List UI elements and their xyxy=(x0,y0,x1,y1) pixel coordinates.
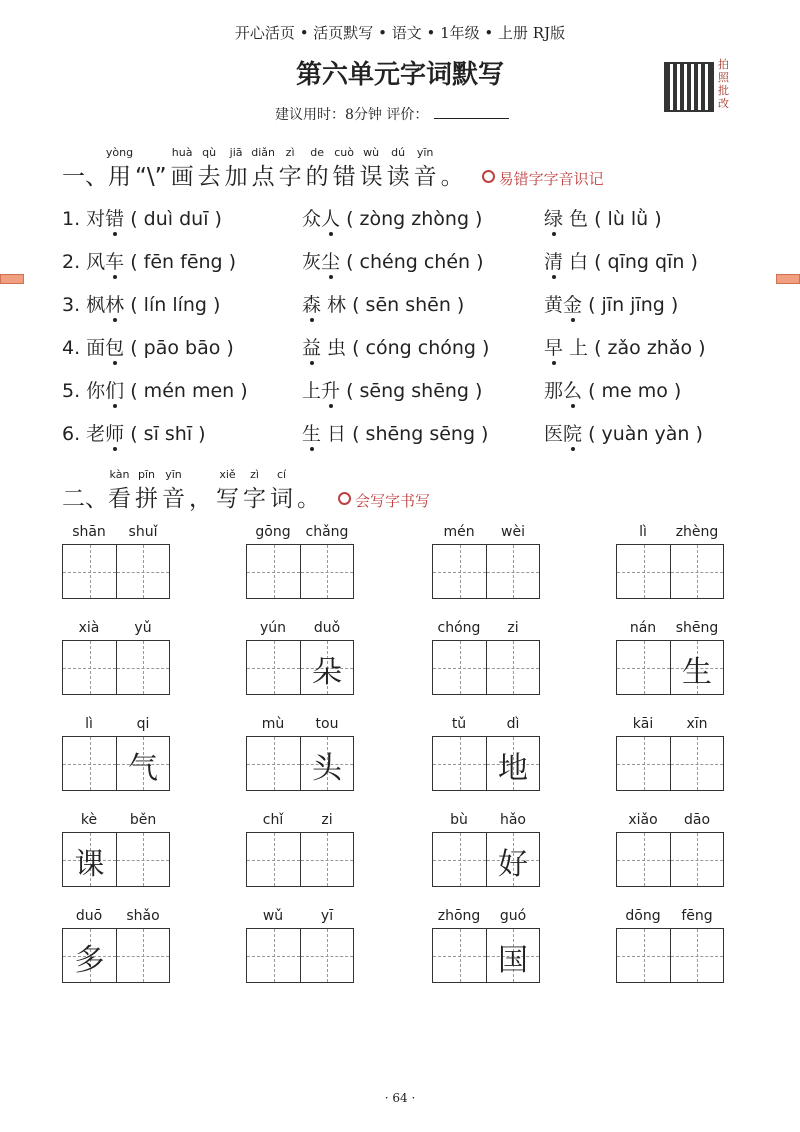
pronunciation-options[interactable]: ( zòng zhòng ) xyxy=(340,208,483,230)
word-pinyin: bù xyxy=(450,812,468,828)
right-page-tab xyxy=(776,274,800,284)
word-pinyin: duǒ xyxy=(313,620,341,636)
title-char-text: 看 xyxy=(108,486,131,512)
dotted-char: 尘 xyxy=(321,251,341,273)
pronunciation-options[interactable]: ( yuàn yàn ) xyxy=(582,423,703,445)
word-pinyin: chǎng xyxy=(305,524,349,540)
title-char xyxy=(386,146,410,190)
dotted-char: 么 xyxy=(563,380,583,402)
title-char-text: 字 xyxy=(278,164,302,190)
writing-cell[interactable] xyxy=(670,737,723,790)
dotted-char: 生 xyxy=(302,423,322,445)
title-char-text: 字 xyxy=(243,486,266,512)
word-pinyin: nán xyxy=(629,620,657,636)
word-pinyin: mén xyxy=(443,524,475,540)
dotted-char: 林 xyxy=(105,294,125,316)
tianzige-boxes xyxy=(246,928,354,983)
word-pinyin: shēng xyxy=(675,620,719,636)
pronunciation-options[interactable]: 林 ( sēn shēn ) xyxy=(321,294,465,316)
item-prefix: 1. 对 xyxy=(62,208,106,230)
writing-cell[interactable] xyxy=(486,641,539,694)
time-evaluation xyxy=(275,104,509,124)
pronunciation-options[interactable]: 色 ( lù lǜ ) xyxy=(563,208,662,230)
word-pinyin: běn xyxy=(129,812,157,828)
pronunciation-options[interactable]: ( me mo ) xyxy=(582,380,682,402)
title-char-text: 读 xyxy=(386,164,410,190)
question-item xyxy=(302,419,488,446)
tianzige-boxes xyxy=(246,544,354,599)
title-char-text: ， xyxy=(189,486,212,512)
writing-cell[interactable] xyxy=(670,833,723,886)
writing-cell[interactable] xyxy=(617,545,670,598)
title-char-pinyin: dú xyxy=(391,146,406,159)
writing-cell[interactable] xyxy=(116,641,169,694)
title-char-text: 。 xyxy=(440,164,464,190)
title-char-pinyin: yīn xyxy=(416,146,434,159)
writing-cell[interactable] xyxy=(63,641,116,694)
writing-cell[interactable] xyxy=(116,833,169,886)
title-char xyxy=(441,164,464,190)
word-pinyin: kāi xyxy=(632,716,654,732)
writing-cell[interactable] xyxy=(300,545,353,598)
tip-text: 会写字书写 xyxy=(355,492,431,510)
page-title: 第六单元字词默写 xyxy=(295,60,504,90)
tip-bullet-icon xyxy=(338,492,351,505)
writing-cell[interactable] xyxy=(247,737,300,790)
word-pinyin: fēng xyxy=(681,908,713,924)
word-pinyin: chóng xyxy=(437,620,481,636)
given-character: 朵 xyxy=(312,655,342,690)
dotted-char: 院 xyxy=(563,423,583,445)
pronunciation-options[interactable]: 虫 ( cóng chóng ) xyxy=(321,337,490,359)
pronunciation-options[interactable]: ( sī shī ) xyxy=(124,423,206,445)
title-char-text: 的 xyxy=(305,164,329,190)
title-char-pinyin: de xyxy=(310,146,324,159)
writing-cell[interactable] xyxy=(617,641,670,694)
given-character: 气 xyxy=(128,751,158,786)
question-item xyxy=(544,333,706,360)
section1-title xyxy=(62,146,604,191)
title-char xyxy=(270,468,293,512)
tianzige-boxes xyxy=(616,928,724,983)
title-char-pinyin: yīn xyxy=(165,468,182,481)
writing-cell[interactable] xyxy=(486,833,539,886)
word-pinyin: yún xyxy=(259,620,287,636)
page-number: · 64 · xyxy=(384,1091,416,1105)
tianzige-boxes xyxy=(432,832,540,887)
question-item xyxy=(544,376,681,403)
question-item xyxy=(62,204,222,231)
tianzige-boxes xyxy=(62,544,170,599)
section-tip xyxy=(482,170,604,188)
title-char xyxy=(170,146,194,190)
word-pinyin: mù xyxy=(261,716,285,732)
item-prefix: 5. 你 xyxy=(62,380,106,402)
writing-cell[interactable] xyxy=(63,737,116,790)
word-pinyin: duō xyxy=(75,908,103,924)
word-pinyin: zhèng xyxy=(675,524,719,540)
word-pinyin: dì xyxy=(506,716,520,732)
word-pinyin: chǐ xyxy=(262,812,284,828)
item-prefix: 那 xyxy=(544,380,564,402)
title-char-text: 拼 xyxy=(135,486,158,512)
title-char-text: “\” xyxy=(135,164,167,190)
writing-cell[interactable] xyxy=(116,545,169,598)
question-item xyxy=(302,333,489,360)
section-tip xyxy=(338,492,430,510)
word-pinyin: shuǐ xyxy=(128,524,158,540)
tianzige-boxes xyxy=(432,928,540,983)
word-pinyin: kè xyxy=(80,812,98,828)
title-char xyxy=(243,468,266,512)
writing-cell[interactable] xyxy=(300,737,353,790)
writing-cell[interactable] xyxy=(670,545,723,598)
tianzige-boxes xyxy=(616,736,724,791)
pronunciation-options[interactable]: ( sēng shēng ) xyxy=(340,380,483,402)
pronunciation-options[interactable]: ( pāo bāo ) xyxy=(124,337,234,359)
tip-bullet-icon xyxy=(482,170,495,183)
writing-cell[interactable] xyxy=(300,641,353,694)
title-char-text: 点 xyxy=(251,164,275,190)
tianzige-boxes xyxy=(62,928,170,983)
title-char xyxy=(332,146,356,190)
item-prefix: 灰 xyxy=(302,251,322,273)
writing-cell[interactable] xyxy=(300,833,353,886)
title-char-pinyin: huà xyxy=(171,146,193,159)
given-character: 多 xyxy=(74,943,105,978)
left-page-tab xyxy=(0,274,24,284)
given-character: 地 xyxy=(498,751,528,786)
title-char-text: 画 xyxy=(170,164,194,190)
given-character: 国 xyxy=(498,943,528,978)
title-char-pinyin: qù xyxy=(202,146,217,159)
item-prefix: 6. 老 xyxy=(62,423,106,445)
question-item xyxy=(544,419,703,446)
writing-cell[interactable] xyxy=(433,641,486,694)
tianzige-boxes xyxy=(616,832,724,887)
tianzige-boxes xyxy=(432,544,540,599)
word-pinyin: dāo xyxy=(683,812,711,828)
item-prefix: 上 xyxy=(302,380,322,402)
word-pinyin: xiǎo xyxy=(628,812,658,828)
word-pinyin: xīn xyxy=(686,716,708,732)
title-char-text: 错 xyxy=(332,164,356,190)
pronunciation-options[interactable]: ( chéng chén ) xyxy=(340,251,484,273)
tianzige-boxes xyxy=(62,832,170,887)
writing-cell[interactable] xyxy=(247,545,300,598)
tianzige-boxes xyxy=(246,736,354,791)
time-label: 建议用时：8分钟 评价： xyxy=(275,107,429,123)
tianzige-boxes xyxy=(432,736,540,791)
question-item xyxy=(62,333,234,360)
writing-cell[interactable] xyxy=(63,833,116,886)
word-pinyin: shān xyxy=(72,524,106,540)
tianzige-boxes xyxy=(246,832,354,887)
tianzige-boxes xyxy=(432,640,540,695)
title-char xyxy=(135,468,158,512)
item-prefix: 2. 风 xyxy=(62,251,106,273)
given-character: 头 xyxy=(312,751,342,786)
title-char xyxy=(251,146,275,190)
title-char-pinyin: diǎn xyxy=(251,146,275,159)
dotted-char: 错 xyxy=(105,208,125,230)
title-char-text: 加 xyxy=(224,164,248,190)
title-char-pinyin: pīn xyxy=(137,468,156,481)
writing-cell[interactable] xyxy=(617,833,670,886)
question-item xyxy=(544,247,698,274)
title-char xyxy=(413,146,437,190)
writing-cell[interactable] xyxy=(617,737,670,790)
word-pinyin: yī xyxy=(320,908,334,924)
tianzige-boxes xyxy=(62,736,170,791)
title-char-text: 音 xyxy=(162,486,185,512)
title-char xyxy=(197,146,221,190)
given-character: 课 xyxy=(74,847,105,882)
pronunciation-options[interactable]: ( lín líng ) xyxy=(124,294,221,316)
title-char xyxy=(224,146,248,190)
word-pinyin: guó xyxy=(499,908,527,924)
section-number: 一、 xyxy=(62,164,108,190)
dotted-char: 升 xyxy=(321,380,341,402)
word-pinyin: wǔ xyxy=(262,908,284,924)
dotted-char: 森 xyxy=(302,294,322,316)
word-pinyin: yǔ xyxy=(134,620,152,636)
writing-cell[interactable] xyxy=(617,929,670,982)
pronunciation-options[interactable]: 白 ( qīng qīn ) xyxy=(563,251,698,273)
item-prefix: 3. 枫 xyxy=(62,294,106,316)
tianzige-boxes xyxy=(616,544,724,599)
writing-cell[interactable] xyxy=(116,737,169,790)
writing-cell[interactable] xyxy=(247,929,300,982)
question-item xyxy=(302,376,482,403)
pronunciation-options[interactable]: ( jīn jīng ) xyxy=(582,294,679,316)
item-prefix: 众 xyxy=(302,208,322,230)
word-pinyin: lì xyxy=(85,716,93,732)
title-char-text: 去 xyxy=(197,164,221,190)
writing-cell[interactable] xyxy=(486,737,539,790)
item-prefix: 医 xyxy=(544,423,564,445)
qr-caption: 拍照批改 xyxy=(718,58,729,110)
section2-title xyxy=(62,468,431,513)
title-char xyxy=(305,146,329,190)
tip-text: 易错字字音识记 xyxy=(498,170,604,188)
dotted-char: 绿 xyxy=(544,208,564,230)
title-char xyxy=(162,468,185,512)
dotted-char: 清 xyxy=(544,251,564,273)
writing-cell[interactable] xyxy=(486,929,539,982)
dotted-char: 们 xyxy=(105,380,125,402)
title-char-pinyin: jiā xyxy=(229,146,243,159)
writing-cell[interactable] xyxy=(486,545,539,598)
pronunciation-options[interactable]: ( fēn fēng ) xyxy=(124,251,237,273)
item-prefix: 4. 面 xyxy=(62,337,106,359)
writing-cell[interactable] xyxy=(670,929,723,982)
word-pinyin: gōng xyxy=(255,524,291,540)
question-item xyxy=(302,290,464,317)
title-char-text: 误 xyxy=(359,164,383,190)
title-char xyxy=(105,146,134,190)
given-character: 生 xyxy=(682,655,712,690)
given-character: 好 xyxy=(498,847,528,882)
pronunciation-options[interactable]: 上 ( zǎo zhǎo ) xyxy=(563,337,706,359)
writing-cell[interactable] xyxy=(670,641,723,694)
question-item xyxy=(302,204,482,231)
title-char-text: 用 xyxy=(108,164,131,190)
qr-code-icon[interactable] xyxy=(664,62,714,112)
word-pinyin: zhōng xyxy=(437,908,481,924)
dotted-char: 益 xyxy=(302,337,322,359)
word-pinyin: zi xyxy=(507,620,519,636)
question-item xyxy=(62,376,248,403)
title-char-pinyin: cí xyxy=(276,468,287,481)
word-pinyin: lì xyxy=(639,524,647,540)
tianzige-boxes xyxy=(616,640,724,695)
question-item xyxy=(544,290,678,317)
writing-cell[interactable] xyxy=(300,929,353,982)
title-char-pinyin: zì xyxy=(250,468,259,481)
word-pinyin: qi xyxy=(136,716,150,732)
section-number: 二、 xyxy=(62,486,108,512)
writing-cell[interactable] xyxy=(63,545,116,598)
question-item xyxy=(544,204,662,231)
title-char xyxy=(108,468,131,512)
title-char xyxy=(135,164,167,190)
pronunciation-options[interactable]: ( duì duī ) xyxy=(124,208,222,230)
title-char-pinyin: yòng xyxy=(105,146,134,159)
dotted-char: 包 xyxy=(105,337,125,359)
writing-cell[interactable] xyxy=(247,641,300,694)
dotted-char: 金 xyxy=(563,294,583,316)
dotted-char: 人 xyxy=(321,208,341,230)
tianzige-boxes xyxy=(62,640,170,695)
title-char-text: 音 xyxy=(413,164,437,190)
series-header: 开心活页 • 活页默写 • 语文 • 1年级 • 上册 RJ版 xyxy=(234,24,566,42)
writing-cell[interactable] xyxy=(247,833,300,886)
writing-cell[interactable] xyxy=(433,545,486,598)
question-item xyxy=(62,419,206,446)
title-char-pinyin: zì xyxy=(285,146,295,159)
word-pinyin: wèi xyxy=(501,524,525,540)
writing-cell[interactable] xyxy=(433,929,486,982)
word-pinyin: zi xyxy=(321,812,333,828)
word-pinyin: tǔ xyxy=(451,716,467,732)
tianzige-boxes xyxy=(246,640,354,695)
question-item xyxy=(302,247,484,274)
word-pinyin: dōng xyxy=(625,908,661,924)
word-pinyin: hǎo xyxy=(499,812,527,828)
question-item xyxy=(62,290,220,317)
title-char xyxy=(297,486,320,512)
word-pinyin: shǎo xyxy=(126,908,160,924)
pronunciation-options[interactable]: 日 ( shēng sēng ) xyxy=(321,423,489,445)
writing-cell[interactable] xyxy=(116,929,169,982)
writing-cell[interactable] xyxy=(63,929,116,982)
title-char-pinyin: cuò xyxy=(334,146,354,159)
evaluation-blank[interactable] xyxy=(434,118,509,119)
title-char xyxy=(189,486,212,512)
writing-cell[interactable] xyxy=(433,737,486,790)
dotted-char: 早 xyxy=(544,337,564,359)
dotted-char: 车 xyxy=(105,251,125,273)
pronunciation-options[interactable]: ( mén men ) xyxy=(124,380,248,402)
word-pinyin: xià xyxy=(78,620,100,636)
question-item xyxy=(62,247,236,274)
title-char xyxy=(216,468,239,512)
title-char-text: 。 xyxy=(297,486,320,512)
title-char-pinyin: kàn xyxy=(109,468,130,481)
item-prefix: 黄 xyxy=(544,294,564,316)
title-char xyxy=(278,146,302,190)
title-char-text: 词 xyxy=(270,486,293,512)
title-char-pinyin: xiě xyxy=(219,468,236,481)
writing-cell[interactable] xyxy=(433,833,486,886)
title-char xyxy=(359,146,383,190)
title-char-text: 写 xyxy=(216,486,239,512)
word-pinyin: tou xyxy=(315,716,339,732)
title-char-pinyin: wù xyxy=(363,146,380,159)
dotted-char: 师 xyxy=(105,423,125,445)
